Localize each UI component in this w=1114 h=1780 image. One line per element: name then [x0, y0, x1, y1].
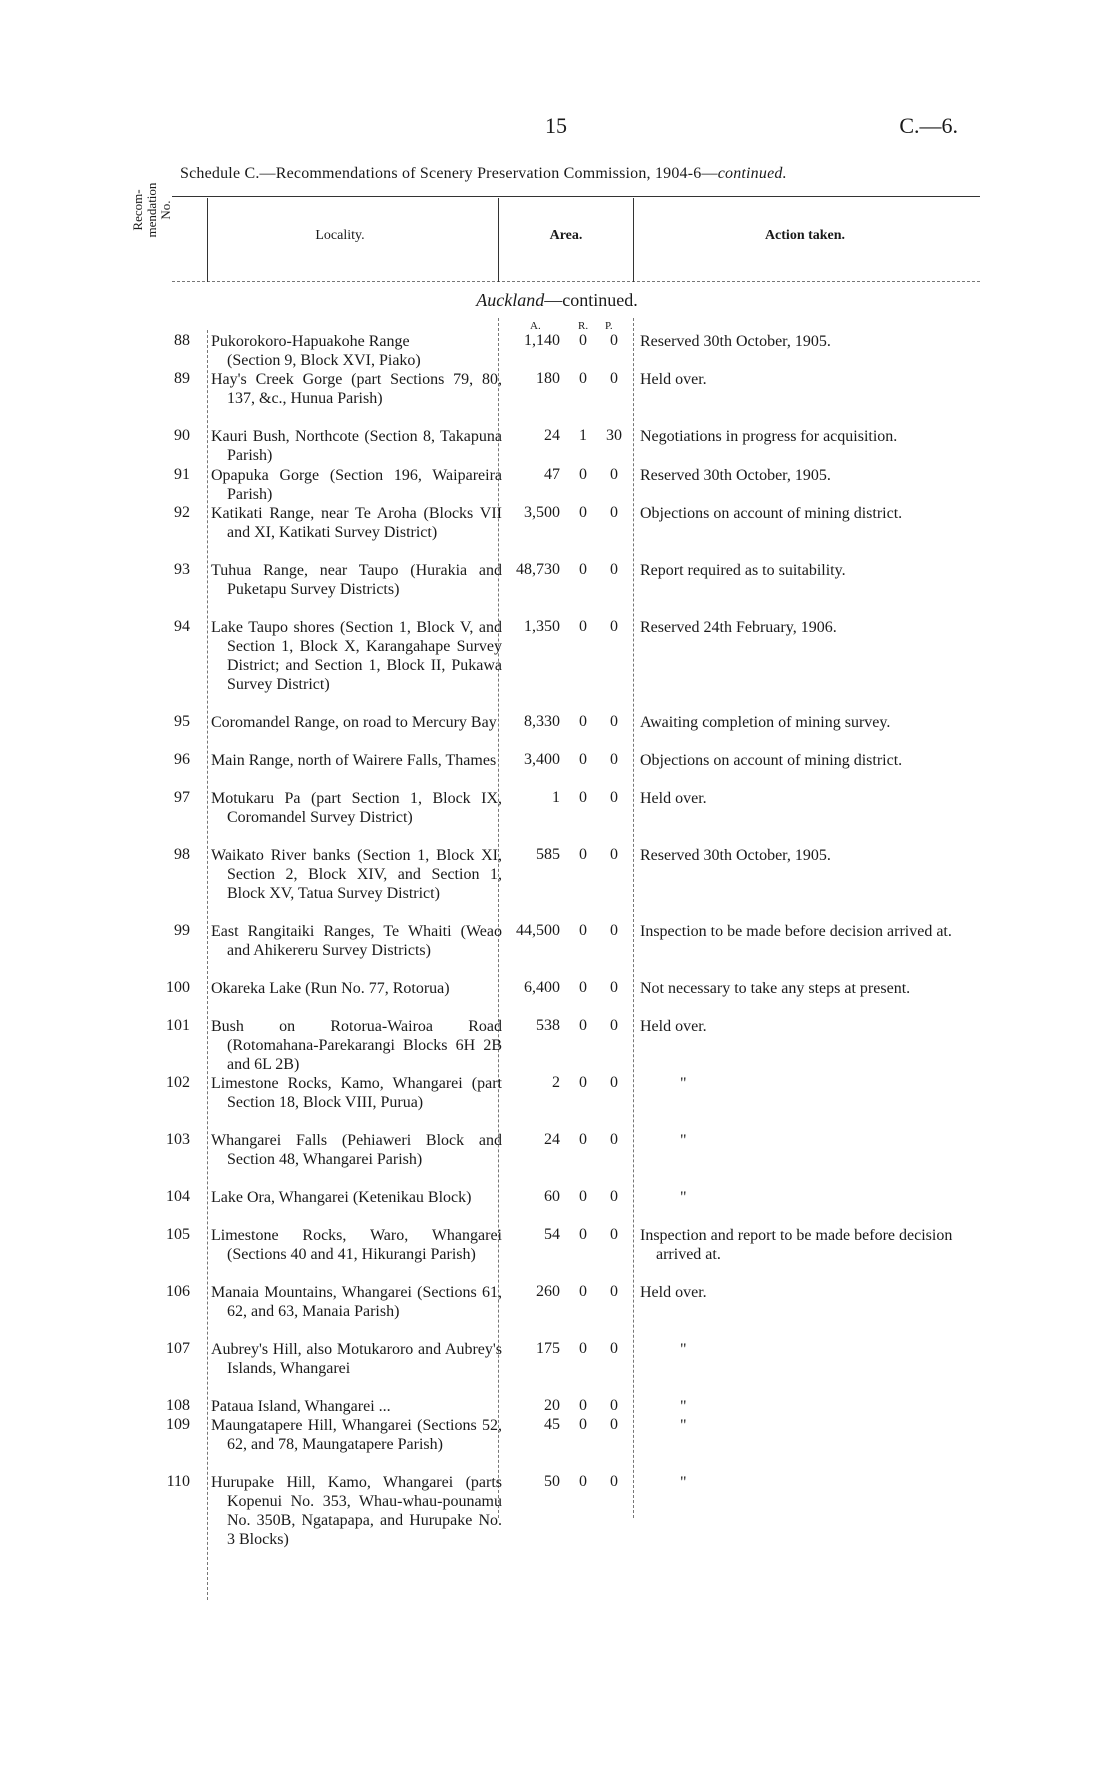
- schedule-continued: continued.: [717, 165, 787, 182]
- area-roods: 1: [579, 427, 587, 444]
- recommendation-number: 102: [166, 1074, 190, 1091]
- area-perches: 0: [610, 504, 618, 521]
- header-locality: Locality.: [315, 228, 365, 243]
- locality-cell: Hurupake Hill, Kamo, Whangarei (parts Kopenui No. 353, Whau-whau-pounamu No. 350B, Ngatapapa, and Hurupake No. 3 Blocks): [211, 1474, 502, 1548]
- locality-cell: Okareka Lake (Run No. 77, Rotorua): [211, 980, 450, 997]
- action-cell: Held over.: [640, 371, 707, 388]
- area-perches: 0: [610, 1074, 618, 1091]
- header-bottom-rule: [172, 281, 980, 282]
- action-cell: Objections on account of mining district.: [640, 752, 903, 769]
- locality-cell: Maungatapere Hill, Whangarei (Sections 52, 62, and 78, Maungatapere Parish): [211, 1417, 502, 1453]
- action-cell: Held over.: [640, 790, 707, 807]
- area-perches: 0: [610, 618, 618, 635]
- schedule-title: [180, 165, 980, 183]
- area-perches: 0: [610, 466, 618, 483]
- area-roods: 0: [579, 1473, 587, 1490]
- locality-cell: Lake Taupo shores (Section 1, Block V, and Section 1, Block X, Karangahape Survey District; and Section 1, Block II, Pukawa Survey District): [211, 619, 502, 693]
- area-roods: 0: [579, 332, 587, 349]
- locality-cell: Hay's Creek Gorge (part Sections 79, 80, 137, &c., Hunua Parish): [211, 371, 502, 407]
- area-acres: 2: [552, 1074, 560, 1091]
- area-roods: 0: [579, 1283, 587, 1300]
- area-perches: 0: [610, 561, 618, 578]
- action-cell: Reserved 30th October, 1905.: [640, 847, 831, 864]
- area-acres: 3,400: [524, 751, 560, 768]
- action-cell: Reserved 30th October, 1905.: [640, 333, 831, 350]
- area-perches: 0: [610, 1473, 618, 1490]
- header-area: Area.: [549, 228, 583, 243]
- action-cell: ": [680, 1132, 687, 1149]
- action-cell: ": [680, 1398, 687, 1415]
- unit-acres: A.: [530, 320, 541, 332]
- recommendation-number: 97: [174, 789, 190, 806]
- recommendation-number: 103: [166, 1131, 190, 1148]
- action-cell: Objections on account of mining district.: [640, 505, 903, 522]
- area-acres: 8,330: [524, 713, 560, 730]
- header-recommendation-no: Recom- mendation No.: [130, 182, 173, 238]
- locality-cell: Limestone Rocks, Waro, Whangarei (Sections 40 and 41, Hikurangi Parish): [211, 1227, 502, 1263]
- area-roods: 0: [579, 1188, 587, 1205]
- section-name: Auckland: [476, 290, 545, 310]
- area-acres: 1: [552, 789, 560, 806]
- area-roods: 0: [579, 922, 587, 939]
- area-acres: 45: [544, 1416, 560, 1433]
- area-perches: 0: [610, 1397, 618, 1414]
- recommendation-number: 101: [166, 1017, 190, 1034]
- area-roods: 0: [579, 1340, 587, 1357]
- area-roods: 0: [579, 1074, 587, 1091]
- action-cell: Held over.: [640, 1018, 707, 1035]
- action-cell: ": [680, 1075, 687, 1092]
- locality-cell: Waikato River banks (Section 1, Block XI, Section 2, Block XIV, and Section 1, Block XV, Tatua Survey District): [211, 847, 502, 902]
- area-acres: 47: [544, 466, 560, 483]
- locality-cell: Kauri Bush, Northcote (Section 8, Takapuna Parish): [211, 428, 502, 464]
- action-cell: ": [680, 1417, 687, 1434]
- area-acres: 538: [536, 1017, 560, 1034]
- area-roods: 0: [579, 618, 587, 635]
- area-roods: 0: [579, 713, 587, 730]
- header-divider-3: [633, 198, 634, 282]
- area-acres: 48,730: [516, 561, 560, 578]
- recommendation-number: 100: [166, 979, 190, 996]
- recommendation-number: 90: [174, 427, 190, 444]
- unit-roods: R.: [578, 320, 589, 332]
- area-roods: 0: [579, 1226, 587, 1243]
- area-acres: 175: [536, 1340, 560, 1357]
- locality-cell: Coromandel Range, on road to Mercury Bay: [211, 714, 497, 731]
- area-acres: 3,500: [524, 504, 560, 521]
- area-acres: 44,500: [516, 922, 560, 939]
- locality-cell: Lake Ora, Whangarei (Ketenikau Block): [211, 1189, 472, 1206]
- recommendation-number: 104: [166, 1188, 190, 1205]
- locality-cell: Main Range, north of Wairere Falls, Thames: [211, 752, 497, 769]
- area-acres: 50: [544, 1473, 560, 1490]
- locality-cell: East Rangitaiki Ranges, Te Whaiti (Weao and Ahikereru Survey Districts): [211, 923, 502, 959]
- area-perches: 0: [610, 1416, 618, 1433]
- action-cell: Inspection to be made before decision arrived at.: [640, 923, 952, 940]
- locality-cell: Bush on Rotorua-Wairoa Road (Rotomahana-Parekarangi Blocks 6H 2B and 6L 2B): [211, 1018, 502, 1073]
- locality-cell: Whangarei Falls (Pehiaweri Block and Section 48, Whangarei Parish): [211, 1132, 502, 1168]
- recommendation-number: 94: [174, 618, 190, 635]
- area-perches: 30: [606, 427, 622, 444]
- area-roods: 0: [579, 1397, 587, 1414]
- action-cell: Report required as to suitability.: [640, 562, 846, 579]
- locality-cell: Aubrey's Hill, also Motukaroro and Aubrey's Islands, Whangarei: [211, 1341, 502, 1377]
- area-roods: 0: [579, 789, 587, 806]
- document-code: C.—6.: [899, 113, 958, 138]
- area-perches: 0: [610, 751, 618, 768]
- locality-cell: Pataua Island, Whangarei ...: [211, 1398, 391, 1415]
- area-acres: 24: [544, 1131, 560, 1148]
- body-divider-3: [633, 318, 634, 1518]
- area-perches: 0: [610, 713, 618, 730]
- recommendation-number: 106: [166, 1283, 190, 1300]
- recommendation-number: 91: [174, 466, 190, 483]
- area-roods: 0: [579, 751, 587, 768]
- action-cell: Reserved 30th October, 1905.: [640, 467, 831, 484]
- area-roods: 0: [579, 979, 587, 996]
- locality-cell: Opapuka Gorge (Section 196, Waipareira Parish): [211, 467, 502, 503]
- action-cell: ": [680, 1474, 687, 1491]
- area-perches: 0: [610, 979, 618, 996]
- recommendation-number: 89: [174, 370, 190, 387]
- area-acres: 180: [536, 370, 560, 387]
- recommendation-number: 92: [174, 504, 190, 521]
- area-perches: 0: [610, 1017, 618, 1034]
- area-acres: 60: [544, 1188, 560, 1205]
- action-cell: Held over.: [640, 1284, 707, 1301]
- area-perches: 0: [610, 1283, 618, 1300]
- area-acres: 54: [544, 1226, 560, 1243]
- area-acres: 585: [536, 846, 560, 863]
- area-perches: 0: [610, 846, 618, 863]
- area-roods: 0: [579, 846, 587, 863]
- recommendation-number: 98: [174, 846, 190, 863]
- recommendation-number: 88: [174, 332, 190, 349]
- action-cell: Negotiations in progress for acquisition.: [640, 428, 898, 445]
- area-perches: 0: [610, 370, 618, 387]
- area-acres: 20: [544, 1397, 560, 1414]
- area-acres: 260: [536, 1283, 560, 1300]
- area-perches: 0: [610, 1226, 618, 1243]
- area-roods: 0: [579, 1017, 587, 1034]
- header-divider-1: [207, 198, 208, 282]
- section-continued: —continued.: [544, 290, 638, 310]
- action-cell: ": [680, 1341, 687, 1358]
- recommendation-number: 93: [174, 561, 190, 578]
- area-roods: 0: [579, 1131, 587, 1148]
- locality-cell: Pukorokoro-Hapuakohe Range (Section 9, Block XVI, Piako): [211, 333, 421, 369]
- locality-cell: Limestone Rocks, Kamo, Whangarei (part Section 18, Block VIII, Purua): [211, 1075, 502, 1111]
- area-roods: 0: [579, 370, 587, 387]
- recommendation-number: 99: [174, 922, 190, 939]
- area-acres: 6,400: [524, 979, 560, 996]
- locality-cell: Katikati Range, near Te Aroha (Blocks VII and XI, Katikati Survey District): [211, 505, 502, 541]
- locality-cell: Manaia Mountains, Whangarei (Sections 61, 62, and 63, Manaia Parish): [211, 1284, 502, 1320]
- area-perches: 0: [610, 332, 618, 349]
- recommendation-number: 107: [166, 1340, 190, 1357]
- header-divider-2: [498, 198, 499, 282]
- locality-cell: Tuhua Range, near Taupo (Hurakia and Puketapu Survey Districts): [211, 562, 502, 598]
- header-action: Action taken.: [764, 228, 846, 243]
- area-roods: 0: [579, 504, 587, 521]
- area-roods: 0: [579, 561, 587, 578]
- table-top-rule: [172, 196, 980, 197]
- action-cell: ": [680, 1189, 687, 1206]
- recommendation-number: 105: [166, 1226, 190, 1243]
- recommendation-number: 108: [166, 1397, 190, 1414]
- area-perches: 0: [610, 922, 618, 939]
- area-perches: 0: [610, 1340, 618, 1357]
- area-perches: 0: [610, 789, 618, 806]
- action-cell: Awaiting completion of mining survey.: [640, 714, 891, 731]
- recommendation-number: 96: [174, 751, 190, 768]
- schedule-title-text: Schedule C.—Recommendations of Scenery Preservation Commission, 1904-6—: [180, 165, 718, 182]
- page-number: 15: [545, 113, 567, 138]
- area-acres: 1,140: [524, 332, 560, 349]
- area-roods: 0: [579, 1416, 587, 1433]
- action-cell: Not necessary to take any steps at present.: [640, 980, 911, 997]
- area-acres: 24: [544, 427, 560, 444]
- locality-cell: Motukaru Pa (part Section 1, Block IX, Coromandel Survey District): [211, 790, 502, 826]
- recommendation-number: 110: [166, 1473, 190, 1490]
- area-perches: 0: [610, 1188, 618, 1205]
- section-heading: [0, 290, 1114, 311]
- recommendation-number: 109: [166, 1416, 190, 1433]
- body-divider-1: [207, 330, 208, 1600]
- area-roods: 0: [579, 466, 587, 483]
- action-cell: Reserved 24th February, 1906.: [640, 619, 837, 636]
- recommendation-number: 95: [174, 713, 190, 730]
- area-acres: 1,350: [524, 618, 560, 635]
- unit-perches: P.: [605, 320, 613, 332]
- action-cell: Inspection and report to be made before decision arrived at.: [640, 1227, 953, 1263]
- area-perches: 0: [610, 1131, 618, 1148]
